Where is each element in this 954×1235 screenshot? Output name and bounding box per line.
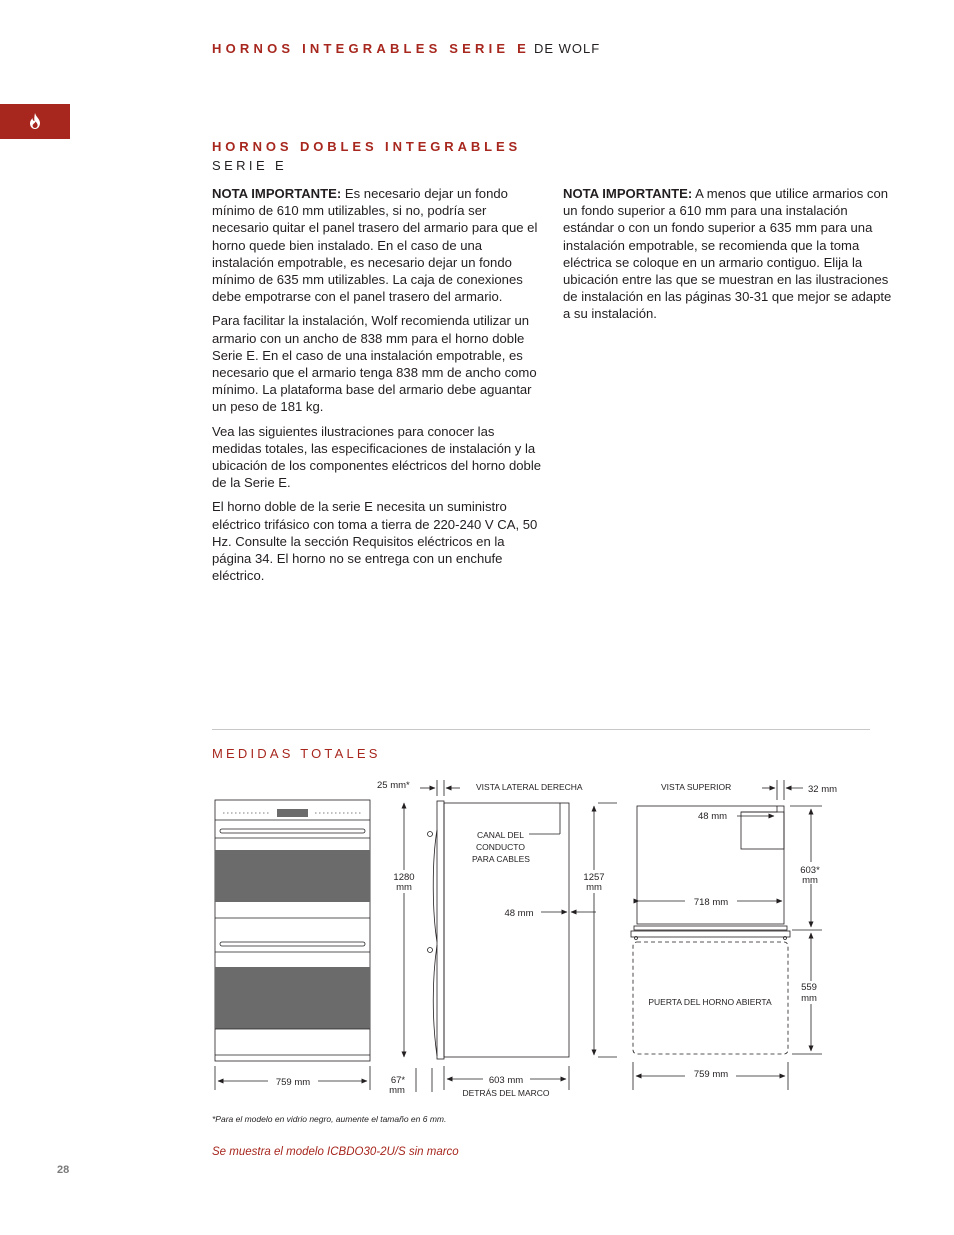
paragraph-note-2: [563, 185, 893, 323]
section-tab: [0, 104, 70, 139]
canal-label-1: CANAL DEL: [477, 830, 524, 840]
section-divider: [212, 729, 870, 730]
note-text: Es necesario dejar un fondo mínimo de 610 mm utilizables, si no, podría ser necesario quitar el panel trasero del armario para que el horno quede bien instalado. En el caso de una instalación empotrable, es necesario dejar un fondo mínimo de 635 mm utilizables. La caja de conexiones debe empotrarse con el panel trasero del armario.: [212, 186, 538, 305]
side-view: [404, 780, 617, 1092]
top-32-label: 32 mm: [808, 784, 838, 795]
top-718-label: 718 mm: [693, 897, 729, 908]
overall-dimensions-title: MEDIDAS TOTALES: [212, 746, 381, 761]
top-48-label: 48 mm: [698, 811, 728, 822]
side-48-label: 48 mm: [504, 908, 534, 919]
text-column-left: [212, 185, 544, 591]
paragraph-cabinet: Para facilitar la instalación, Wolf recomienda utilizar un armario con un ancho de 838 mm para el horno doble Serie E. En el caso de una instalación empotrable, es necesario que el armario tenga 838 mm de ancho como mínimo. La plataforma base del armario debe aguantar un peso de 181 kg.: [212, 313, 537, 415]
model-caption: Se muestra el modelo ICBDO30-2U/S sin marco: [212, 1146, 459, 1158]
note-lead: NOTA IMPORTANTE:: [212, 186, 342, 201]
text-column-right: [563, 185, 893, 330]
top-603-value: 603*: [800, 865, 820, 876]
paragraph-illustrations: Vea las siguientes ilustraciones para conocer las medidas totales, las especificaciones de instalación y la ubicación de los componentes eléctricos del horno doble de la Serie E.: [212, 423, 542, 491]
dim-67-unit: mm: [389, 1085, 405, 1096]
top-603-unit: mm: [802, 875, 818, 886]
footnote: *Para el modelo en vidrio negro, aumente el tamaño en 6 mm.: [212, 1114, 447, 1124]
dim-67-value: 67*: [390, 1075, 406, 1086]
behind-frame-label: DETRÁS DEL MARCO: [462, 1088, 550, 1098]
dim-25-label: 25 mm*: [377, 780, 410, 791]
side-view-title: VISTA LATERAL DERECHA: [476, 782, 583, 792]
dimensions-diagram: [200, 770, 900, 1110]
page-number: 28: [57, 1164, 70, 1176]
canal-label-2: CONDUCTO: [476, 842, 525, 852]
flame-icon: [29, 113, 41, 129]
top-width-label: 759 mm: [693, 1069, 729, 1080]
note-lead-2: NOTA IMPORTANTE:: [563, 186, 693, 201]
top-view: [631, 780, 822, 1090]
top-view-title: VISTA SUPERIOR: [661, 782, 732, 792]
front-width-label: 759 mm: [275, 1077, 311, 1088]
door-559-unit: mm: [801, 993, 817, 1004]
height-1257-unit: mm: [586, 882, 602, 893]
height-1280-value: 1280: [393, 872, 415, 883]
height-1257-value: 1257: [583, 872, 605, 883]
height-1280-unit: mm: [396, 882, 412, 893]
header-brand: HORNOS INTEGRABLES SERIE E: [212, 41, 530, 56]
paragraph-note: [212, 185, 544, 305]
paragraph-electrical: El horno doble de la serie E necesita un suministro eléctrico trifásico con toma a tierra de 220-240 V CA, 50 Hz. Consulte la sección Requisitos eléctricos en la página 34. El horno no se entrega con un enchufe eléctrico.: [212, 499, 538, 584]
section-subtitle: SERIE E: [212, 158, 288, 173]
note-text-2: A menos que utilice armarios con un fondo superior a 610 mm para una instalación estándar o con un fondo superior a 635 mm para una instalación empotrable, se recomienda que la toma eléctrica se coloque en un armario contiguo. Elija la ubicación entre las que se muestran en las ilustraciones de instalación en las páginas 30-31 que mejor se adapte a su instalación.: [563, 186, 892, 322]
door-open-label: PUERTA DEL HORNO ABIERTA: [648, 997, 772, 1007]
front-logo: WOLF: [284, 903, 300, 909]
front-view: [215, 800, 370, 1090]
canal-label-3: PARA CABLES: [472, 854, 530, 864]
door-559-value: 559: [801, 982, 817, 993]
running-header: [212, 41, 600, 56]
header-suffix: DE WOLF: [533, 41, 601, 56]
side-603-label: 603 mm: [488, 1075, 524, 1086]
section-title: HORNOS DOBLES INTEGRABLES: [212, 139, 522, 154]
